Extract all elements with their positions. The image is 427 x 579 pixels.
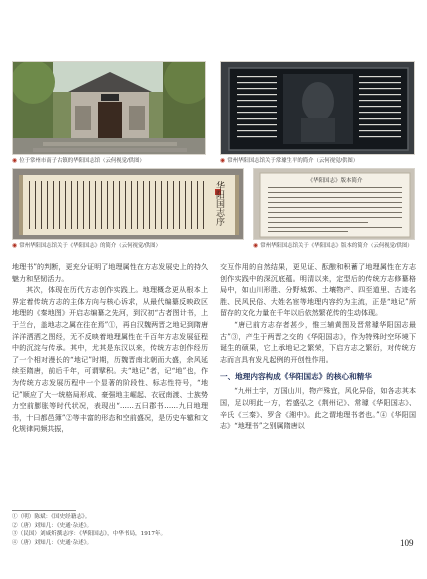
- photo-museum-entrance: [12, 61, 206, 155]
- caption-bullet-icon: ◉: [220, 158, 226, 164]
- footnote: ①（明）陈斌：《国史经籍志》。: [12, 514, 91, 520]
- left-column: [12, 261, 208, 435]
- footnote: ③（民国）刘咸炘撰志序：《华阳国志》，中华书局，1917年。: [12, 531, 167, 538]
- caption-bullet-icon: ◉: [12, 158, 18, 164]
- edition-board-title: 《华阳国志》版本简介: [307, 178, 363, 184]
- footnote: ②（唐）刘知几：《史通·杂述》。: [12, 522, 93, 529]
- museum-entrance-image: [13, 62, 206, 155]
- photo-preface-scroll: [12, 168, 244, 240]
- footnote-divider: [12, 510, 76, 511]
- caption-text: 位于常州市南子古镇的华阳国志馆（云何视觉/供图）: [19, 158, 145, 164]
- caption-bullet-icon: ◉: [12, 243, 18, 249]
- caption-photo-2: [220, 158, 420, 165]
- photo-edition-board: [253, 168, 415, 240]
- caption-bullet-icon: ◉: [253, 243, 259, 249]
- footnotes: [12, 513, 202, 547]
- paragraph: “九州土宇，万国山川，物产殊宜，风化异俗，如各志其本国，足以明此一方，若盛弘之《荆州记》、常璩《华阳国志》、辛氏《三秦》、罗含《湘中》。此之谓地理书者也。”④《华阳国志》“地理书”之别属隋唐以: [220, 386, 416, 431]
- page-number: 109: [400, 538, 414, 548]
- paragraph: 地理书”的判断，更充分证明了地理属性在方志发展史上的持久魅力和坚韧活力。: [12, 262, 208, 283]
- right-column: [220, 261, 416, 432]
- photo-biography-plaque: [220, 61, 415, 155]
- caption-text: 常州华阳国志馆关于常璩生平的简介（云何视觉/供图）: [227, 158, 359, 164]
- footnote: ④（唐）刘知几：《史通·杂述》。: [12, 539, 93, 546]
- caption-text: 常州华阳国志馆关于《华阳国志》的简介（云何视觉/供图）: [19, 243, 161, 249]
- caption-text: 常州华阳国志馆关于《华阳国志》版本的简介（云何视觉/供图）: [260, 243, 413, 249]
- paragraph: 交互作用的自然结果，更见证、酝酿和积蓄了地理属性在方志创作实践中的深沉底蕴。明清以来，定型后的传统方志修纂格局中，如山川形胜、分野城郭、土壤物产、四至道里、古迹名胜、民风民俗、大姓名宦等地理内容约为主流，正是“地记”所留存的文化力量在千年以后依然繁花传的生动体现。: [220, 262, 416, 318]
- paragraph: 其次，体现在历代方志创作实践上。地理概念更从根本上界定着传统方志的主体方向与核心诉求，从最代编纂反映政区地理的《秦地图》开启志编纂之先河，到汉初“古者图计书，上于兰台，盖地志之属在往在焉”①，再自汉魏两晋之地记到隋唐洋洋洒洒之图经，无不反映着地理属性在千百年方志发展征程中的沉淀与传承。其中，尤其是东汉以来，传统方志创作经历了一个相对漫长的“地记”时期，历魏晋南北朝而大盛，余风延续至隋唐，前后千年，可谓擘积。夫“地记”者，记“地”也，作为传统方志发展历程中一个显著的阶段性、标志性符号，“地记”顺应了大一统格局形成、豪强地主崛起、衣冠南渡、士族势力空前膨胀等时代状况，表现出“……五曰郡书……九曰地理书，十曰都邑簿”②等丰富的形态和空前盛况，是历史车辙和文化规律同频共振，: [12, 285, 208, 434]
- section-heading: 一、地理内容构成《华阳国志》的核心和精华: [220, 372, 372, 382]
- caption-photo-3: [12, 243, 244, 250]
- caption-photo-1: [12, 158, 212, 165]
- caption-photo-4: [253, 243, 423, 250]
- paragraph: “唐已前方志存者甚少，惟三辅黄图及晋常璩华阳国志最古”③，产生于两晋之交的《华阳国志》，作为特殊时空环境下诞生的硕果，它上承地记之繁荣，下启方志之繁衍，对传统方志而言具有发凡起例的开创性作用。: [220, 319, 416, 364]
- biography-plaque-image: [221, 62, 415, 155]
- preface-scroll-image: [13, 169, 244, 240]
- scroll-title: 华阳国志序: [214, 181, 224, 226]
